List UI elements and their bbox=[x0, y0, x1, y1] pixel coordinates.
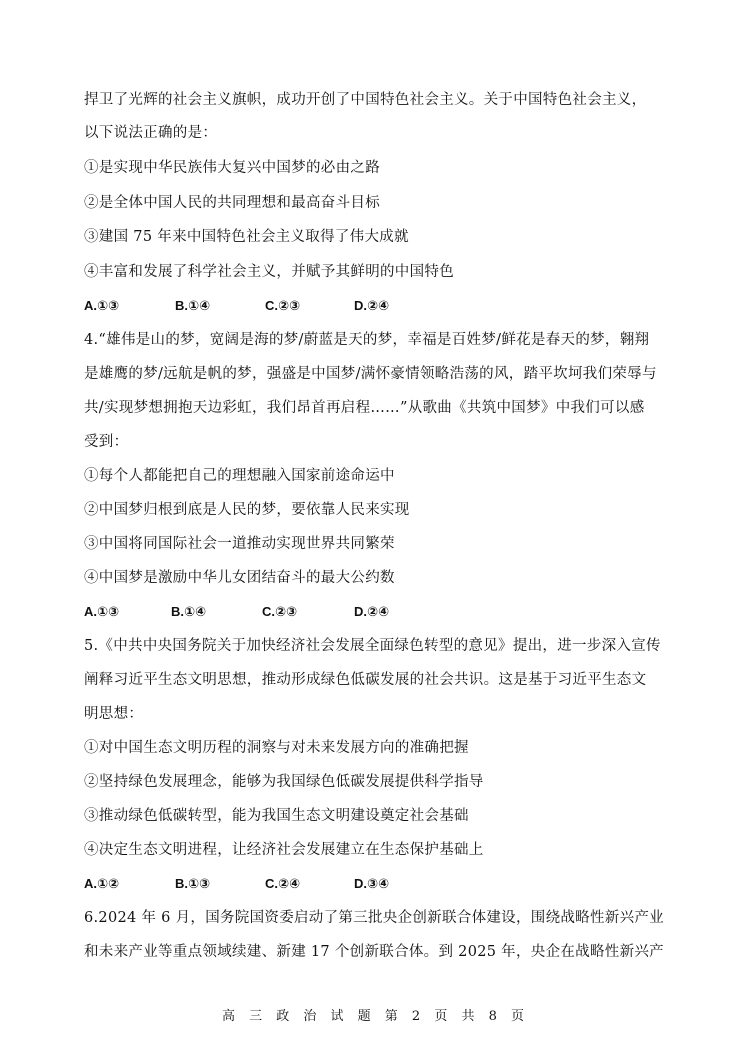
q3-option-c: C.②③ bbox=[265, 298, 301, 313]
q4-option-a: A.①③ bbox=[84, 604, 120, 619]
q6-line-2: 和未来产业等重点领域续建、新建 17 个创新联合体。到 2025 年，央企在战略性新兴产 bbox=[84, 944, 664, 960]
q3-option-d: D.②④ bbox=[354, 298, 390, 313]
q4-option-d: D.②④ bbox=[354, 604, 390, 619]
q3-statement-2: ②是全体中国人民的共同理想和最高奋斗目标 bbox=[84, 195, 380, 211]
q3-line-2: 以下说法正确的是： bbox=[84, 125, 218, 141]
q3-statement-3: ③建国 75 年来中国特色社会主义取得了伟大成就 bbox=[84, 229, 409, 245]
q5-statement-3: ③推动绿色低碳转型，能为我国生态文明建设奠定社会基础 bbox=[84, 808, 469, 824]
q4-statement-1: ①每个人都能把自己的理想融入国家前途命运中 bbox=[84, 468, 395, 484]
q3-option-a: A.①③ bbox=[84, 298, 120, 313]
q5-option-d: D.③④ bbox=[354, 876, 390, 891]
q4-line-3: 共/实现梦想拥抱天边彩虹，我们昂首再启程……”从歌曲《共筑中国梦》中我们可以感 bbox=[84, 400, 645, 416]
q3-line-1: 捍卫了光辉的社会主义旗帜，成功开创了中国特色社会主义。关于中国特色社会主义， bbox=[84, 92, 647, 108]
q4-statement-3: ③中国将同国际社会一道推动实现世界共同繁荣 bbox=[84, 536, 395, 552]
q5-option-b: B.①③ bbox=[175, 876, 211, 891]
q3-option-b: B.①④ bbox=[175, 298, 211, 313]
q4-statement-2: ②中国梦归根到底是人民的梦，要依靠人民来实现 bbox=[84, 502, 410, 518]
q4-line-1: 4.“雄伟是山的梦，宽阔是海的梦/蔚蓝是天的梦，幸福是百姓梦/鲜花是春天的梦，翱翔 bbox=[84, 332, 650, 348]
q5-line-1: 5.《中共中央国务院关于加快经济社会发展全面绿色转型的意见》提出，进一步深入宣传 bbox=[84, 638, 661, 654]
q6-line-1: 6.2024 年 6 月，国务院国资委启动了第三批央企创新联合体建设，围绕战略性新兴产业 bbox=[84, 910, 664, 926]
q4-line-4: 受到： bbox=[84, 434, 129, 450]
q4-option-c: C.②③ bbox=[262, 604, 298, 619]
page-footer: 高 三 政 治 试 题 第 2 页 共 8 页 bbox=[222, 1009, 529, 1024]
q5-line-3: 明思想： bbox=[84, 706, 144, 722]
q4-line-2: 是雄鹰的梦/远航是帆的梦，强盛是中国梦/满怀豪情领略浩荡的风，踏平坎坷我们荣辱与 bbox=[84, 366, 657, 382]
q3-statement-4: ④丰富和发展了科学社会主义，并赋予其鲜明的中国特色 bbox=[84, 264, 454, 280]
q5-statement-1: ①对中国生态文明历程的洞察与对未来发展方向的准确把握 bbox=[84, 740, 469, 756]
q5-statement-4: ④决定生态文明进程，让经济社会发展建立在生态保护基础上 bbox=[84, 842, 484, 858]
q5-statement-2: ②坚持绿色发展理念，能够为我国绿色低碳发展提供科学指导 bbox=[84, 774, 484, 790]
q5-option-c: C.②④ bbox=[265, 876, 301, 891]
q5-line-2: 阐释习近平生态文明思想，推动形成绿色低碳发展的社会共识。这是基于习近平生态文 bbox=[84, 672, 647, 688]
q4-option-b: B.①④ bbox=[171, 604, 207, 619]
q3-statement-1: ①是实现中华民族伟大复兴中国梦的必由之路 bbox=[84, 160, 380, 176]
q4-statement-4: ④中国梦是激励中华儿女团结奋斗的最大公约数 bbox=[84, 570, 395, 586]
q5-option-a: A.①② bbox=[84, 876, 120, 891]
